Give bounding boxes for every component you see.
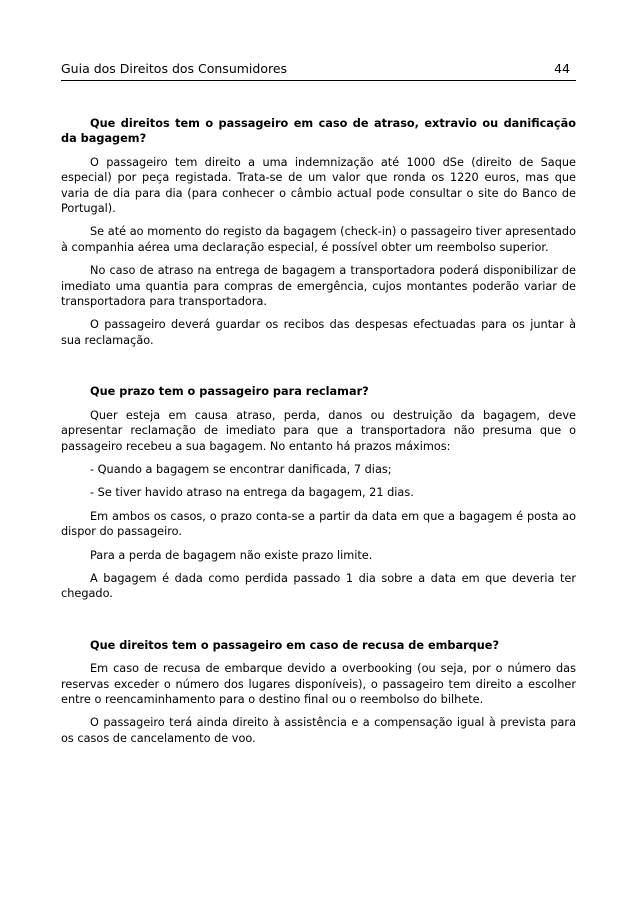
paragraph: No caso de atraso na entrega de bagagem a transportadora poderá disponibilizar de imediato uma quantia para compras de emergência, cujos montantes poderão variar de transportadora para transportadora.: [61, 264, 576, 309]
section-spacer: [61, 610, 576, 638]
paragraph: Se até ao momento do registo da bagagem (check-in) o passageiro tiver apresentado à companhia aérea uma declaração especial, é possível obter um reembolso superior.: [61, 225, 576, 254]
section-heading: Que direitos tem o passageiro em caso de atraso, extravio ou danificação da bagagem?: [61, 117, 576, 146]
paragraph: Para a perda de bagagem não existe prazo limite.: [90, 548, 373, 562]
paragraph: Quer esteja em causa atraso, perda, danos ou destruição da bagagem, deve apresentar reclamação de imediato para que a transportadora não presuma que o passageiro recebeu a sua bagagem. No entanto há prazos máximos:: [61, 408, 576, 453]
section-heading: Que prazo tem o passageiro para reclamar?: [90, 385, 369, 399]
paragraph: A bagagem é dada como perdida passado 1 dia sobre a data em que deveria ter chegado.: [61, 571, 576, 601]
section-spacer: [61, 356, 576, 384]
list-item: - Quando a bagagem se encontrar danificada, 7 dias;: [90, 462, 392, 476]
paragraph: O passageiro deverá guardar os recibos das despesas efectuadas para os juntar à sua reclamação.: [61, 318, 576, 347]
section-heading: Que direitos tem o passageiro em caso de recusa de embarque?: [90, 638, 500, 652]
document-title: Guia dos Direitos dos Consumidores: [61, 61, 288, 76]
page-number: 44: [554, 61, 570, 76]
list-item: - Se tiver havido atraso na entrega da bagagem, 21 dias.: [90, 486, 414, 500]
paragraph: O passageiro terá ainda direito à assistência e a compensação igual à prevista para os casos de cancelamento de voo.: [61, 716, 576, 745]
paragraph: O passageiro tem direito a uma indemnização até 1000 dSe (direito de Saque especial) por peça registada. Trata-se de um valor que ronda os 1220 euros, mas que varia de dia para dia (para conhecer o câmbio actual pode consultar o site do Banco de Portugal).: [61, 155, 576, 216]
page-header: [61, 61, 576, 81]
paragraph: Em ambos os casos, o prazo conta-se a partir da data em que a bagagem é posta ao dispor do passageiro.: [61, 509, 576, 539]
paragraph: Em caso de recusa de embarque devido a overbooking (ou seja, por o número das reservas exceder o número dos lugares disponíveis), o passageiro tem direito a escolher entre o reencaminhamento para o destino final ou o reembolso do bilhete.: [61, 662, 576, 706]
document-body: [61, 116, 576, 754]
